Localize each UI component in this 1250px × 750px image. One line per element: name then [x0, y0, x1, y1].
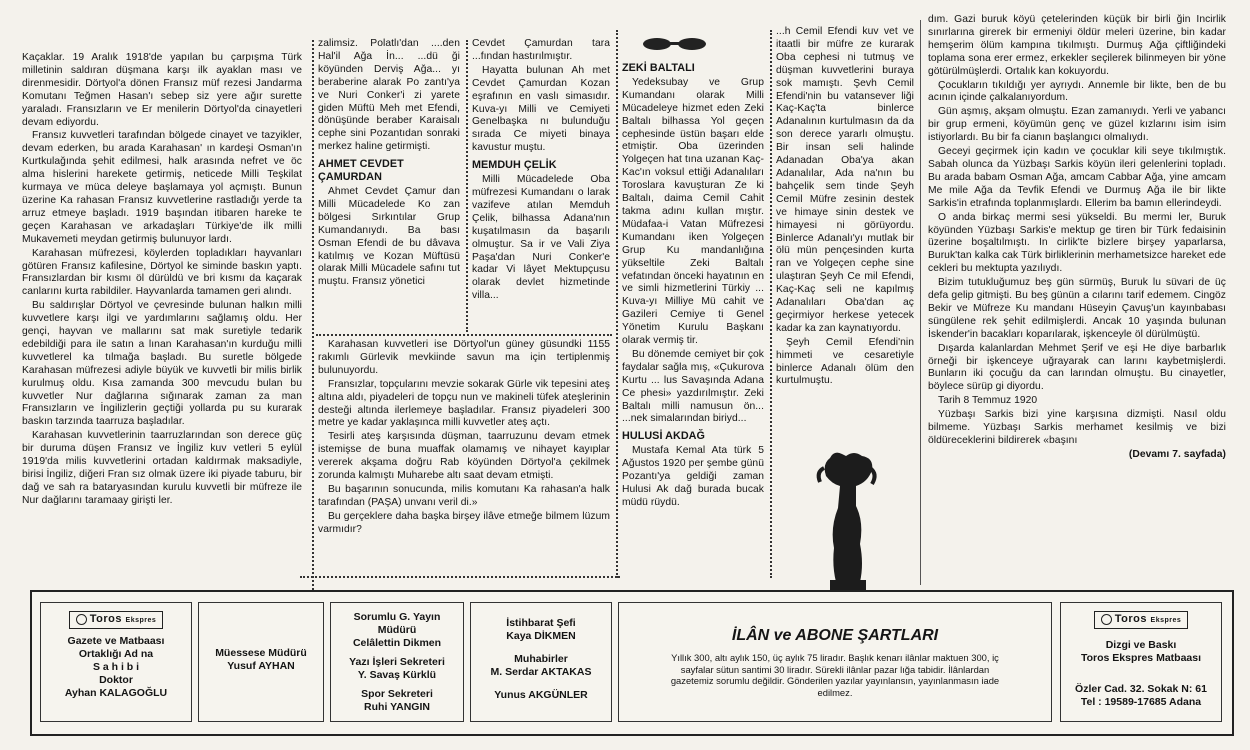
column-rule [920, 20, 921, 585]
director-title: Müessese Müdürü [215, 647, 307, 659]
publisher-name: Ayhan KALAGOĞLU [64, 687, 168, 699]
article-column-5 [776, 26, 914, 446]
masthead-footer [30, 590, 1234, 736]
toros-logo: Toros Ekspres [1094, 611, 1189, 629]
article-paragraph: Karahasan müfrezesi, köylerden topladıkları hayvanları götüren Fransız kafilesine, Dörtyol ke siminde baskın yaptı. Fransızlardan bir kısmı öl dürüldü ve bri kısmı da kaçarak canlarını kurta rabildiler. Hayvanlarda tamamen geri alındı. [22, 247, 302, 298]
editor-title: Sorumlu G. Yayın [353, 611, 441, 623]
article-paragraph: Tarih 8 Temmuz 1920 [938, 395, 1038, 407]
publisher-line: Gazete ve Matbaası [67, 635, 165, 647]
publisher-box [40, 602, 192, 722]
column-divider [466, 40, 468, 332]
publisher-line: Doktor [99, 674, 133, 686]
section-heading: HULUSİ AKDAĞ [622, 430, 705, 443]
editorial-box [330, 602, 464, 722]
section-heading: ZEKİ BALTALI [622, 62, 695, 74]
article-paragraph: Fransız kuvvetleri tarafından bölgede cinayet ve tazyikler, devam ederken, bu arada Karahasan' ın kardeşi Osman'ın Kurtkulağında şehit edilmesi, halk arasında nefret ve öc alma hislerini harekete getirmiş, neticede Milli Teşkilat kurmaya ve müca deleye başlamaya yol açmıştı. Bunun üzerine Ka rahasan Fransız kuvvetlerine rastladığı yerde ta arruz etmeye başladı. 1919 başından itibaren hareke te geçen Karahasan ve arkadaşları Türkiye'de ilk milli Mukavemeti meydan getirmiş bulunuyor lardı. [22, 130, 302, 245]
article-paragraph: dım. Gazi buruk köyü çetelerinden küçük bir birli ğin İncirlik sınırlarına girerek bir ermeniyi öldür meleri üzerine, bin kadar hemşerim ölüm kampına tıkılmıştı. Durmuş Ağa çiftliğindeki toplama sona erer ermez, erkekler seçilerek bilinmeyen bir yöne götürülmüşlerdi. Ortalık kan kokuyordu. [928, 14, 1226, 77]
article-column-3 [472, 38, 610, 328]
article-paragraph: Bizim tutukluğumuz beş gün sürmüş, Buruk lu süvari de üç defa gelip gitmişti. Bu beş günün a cılarını tarif edemem. Cingöz Bekir ve Müfreze Ku mandanı Hüseyin Çavuş'un kayınbabası süngülene rek şehit edilmişlerdi. Ancak 10 yaşında bulunan İskender'in bacakları koparılarak, işkenceyle öl dürülmüştü. [928, 277, 1226, 340]
publisher-line: Ortaklığı Ad na [78, 648, 154, 660]
article-column-4 [622, 58, 764, 580]
toros-logo: Toros Ekspres [69, 611, 164, 629]
article-paragraph: Kaçaklar. 19 Aralık 1918'de yapılan bu çarpışma Türk milletinin saldıran düşmana karşı ilk ayaklan ması ve direnmesidir. Dörtyol'a dönen Fransız müf rezesi Jandarma Komutanı Teğmen Hasan'ı sebep siz yere ağır surette yaraladı. Fransızların ve Er menilerin Dörtyol'da cinayetleri devam ediyordu. [22, 52, 302, 128]
printing-line: Toros Ekspres Matbaası [1080, 652, 1202, 664]
address-line: Özler Cad. 32. Sokak N: 61 [1075, 683, 1207, 695]
ad-terms-text: Yıllık 300, altı aylık 150, üç aylık 75 liradır. Başlık kenarı ilânlar maktuen 300, iç sayfalar sütun santimi 30 liradır. Sürekli ilânlar pazar lığa tabidir. İlânlardan gazetemiz sorumlu değildir. Gönderilen yazılar yayınlansın, yayınlanmasın iade edilmez. [670, 652, 1000, 698]
continued-note: (Devamı 7. sayfada) [1128, 448, 1226, 460]
article-paragraph: Milli Mücadelede Oba müfrezesi Kumandanı o larak vazifeve atılan Memduh Çelik, bilhassa Adana'nın kuşatılmasın da başarılı olmuştur. Sa ir ve Vali Ziya Paşa'dan Nuri Conker'e kadar Vi lâyet Mektupçusu olarak devlet hizmetinde villa... [472, 174, 610, 302]
article-column-middle [318, 339, 610, 571]
editor-name: Y. Savaş Kürklü [357, 669, 437, 681]
editor-title: Müdürü [377, 624, 417, 636]
article-paragraph: Yedeksubay ve Grup Kumandanı olarak Milli Mücadeleye hizmet eden Zeki Baltalı bilhassa Yol geçen cephesinde üstün başarı elde etmiştir. Oba üzerinden Yolgeçen hat tına uzanan Kaç-Kac'ın voksul ettiği Adanalıları Toroslara kavuşturan Ze ki Baltalı, daima Cemil Cahit takma adını kullan mıştır. Müdafaa-i Vatan Müfrezesi Kumandanı iken Yolgeçen Grup Ku mandanlığına yükseltile Zeki Baltalı vefatından önceki hayatının en ve simli hizmetlerini Türkiy ... Kuva-yı Milliye Mü cahit ve Gazileri Cemiye ti Genel Yönetim Kurulu Başkanı olarak vermiş tir. [622, 76, 764, 347]
phone-line: Tel : 19589-17685 Adana [1080, 696, 1202, 708]
article-paragraph: O anda birkaç mermi sesi yükseldi. Bu mermi ler, Buruk köyünden Yüzbaşı Sarkis'e mektup ge tiren bir Türk fedaisinin üzerine boşaltılmıştı. In cirlik'te bizlere birşey yaparlarsa, Buruk'tan kalka cak Türk birliklerinin merhametsizce hareket ede cekleri bu mektupta yazılıydı. [928, 211, 1226, 275]
article-paragraph: Bu başarının sonucunda, milis komutanı Ka rahasan'a halk tarafından (PAŞA) unvanı veril di.» [318, 483, 610, 508]
editor-name: Ruhi YANGIN [364, 701, 430, 713]
article-paragraph: Çocukların tıkıldığı yer ayrıydı. Annemle bir likte, ben de bu acının içinde çalkalanıyordum. [928, 79, 1226, 104]
printing-line: Dizgi ve Baskı [1105, 639, 1177, 651]
section-divider [316, 334, 612, 336]
article-paragraph: Şeyh Cemil Efendi'nin himmeti ve cesaretiyle binlerce Adanalı ölüm den kurtulmuştu. [776, 336, 914, 387]
ad-terms-box [618, 602, 1052, 722]
editor-name: Celâlettin Dikmen [352, 637, 442, 649]
editor-title: Spor Sekreteri [361, 688, 433, 700]
article-paragraph: Karahasan kuvvetleri ise Dörtyol'un güney güsundki 1155 rakımlı Gürlevik mevkiinde savun ma için tertiplenmiş bulunuyordu. [318, 339, 610, 376]
article-paragraph: Bu dönemde cemiyet bir çok faydalar sağla mış, «Çukurova Kurtu ... lus Savaşında Adana Ce phesi» yazdırılmıştır. Zeki Baltalı milli namusun ön... ...nek simalarından biriyd... [622, 348, 764, 425]
news-name: Kaya DİKMEN [506, 630, 576, 642]
article-paragraph: zalimsiz. Polatlı'dan ....den Hal'il Ağa İn... ...dü ği köyünden Derviş Ağa... yı beraberine alarak Po zantı'ya ve Nuri Conker'i zi yarete giden Müftü Meh met Efendi, dönüşünde beraber Karaisalı cephe sini Pozantıdan sonraki merkez haline getirmişti. [318, 38, 460, 153]
printing-box [1060, 602, 1222, 722]
article-paragraph: Geceyi geçirmek için kadın ve çocuklar kili seye tıkılmıştık. Sabah olunca da Yüzbaşı Sarkis köyün ileri gelenlerini topladı. Bu arada babam Osman Ağa, amcam Cabbar Ağa, yine amcam Me mile Ağa da Tevfik Efendi ve Durmuş Ağa ile bir likte Sarkis'in etrafında toplanmışlardı. Ellerim ba bamın ellerindeydi. [928, 146, 1226, 209]
section-heading: MEMDUH ÇELİK [472, 159, 557, 172]
article-paragraph: Ahmet Cevdet Çamur dan Milli Mücadelede Ko zan bölgesi Sırkıntılar Grup Kumandanıydı. Ba bası Osman Efendi de bu dâvava katılmış ve Kozan Müftüsü olarak Milli Mücadele safını tut muştu. Fransız yönetici [318, 185, 460, 288]
news-title: İstihbarat Şefi [506, 617, 576, 629]
article-paragraph: Mustafa Kemal Ata türk 5 Ağustos 1920 per şembe günü Pozantı'ya geldiği zaman Hulusi Ak dağ burada bucak müdü rüydü. [622, 445, 764, 508]
article-paragraph: Dışarda kalanlardan Mehmet Şerif ve eşi He diye barbarlık örneği bir işkenceye uğrayarak can larını kaybetmişlerdi. Bunların iki çocuğu da can larından olmuştu. Bu cinayetler, böylece sürüp gi diyordu. [928, 342, 1226, 393]
article-paragraph: Gün aşmış, akşam olmuştu. Ezan zamanıydı. Yerli ve yabancı bir grup ermeni, köyümün genç ve güzel kızlarını isim isim istiyorlardı. Bu bir fa cianın başlangıcı olmalıydı. [928, 106, 1226, 144]
article-paragraph: Yüzbaşı Sarkis bizi yine karşısına dizmişti. Nasıl oldu bilmeme. Yüzbaşı Sarkis merhamet kesilmiş ve bizi öldüreceklerini bildirerek «başını [928, 409, 1226, 446]
news-name: M. Serdar AKTAKAS [490, 666, 592, 678]
article-paragraph: ...h Cemil Efendi kuv vet ve itaatli bir müfre ze kurarak Oba cephesi ni tutmuş ve düşman kuvvetlerini buraya sok mamıştı. Şevh Cemil Efendi'nin bu vatansever liği Kaç-Kaç'ta binlerce Adanalının kurtulmasın da da son derece yararlı olmuştu. Bir insan seli halinde Adanadan Oba'ya akan Adanalılar, Ada na'nın bu bahçelik sem tinde Şeyh Cemil Müfre zesinin destek ve himaye sinin destek ve himayesi ni görüyordu. Binlerce Adanalı'yı mutlak bir ölü mün pençesinden kurta ran ve Yolgeçen cephe sine ulaştıran Şeyh Ce mil Efendi, Kaç-Kaç seli ne kapılmış Adanalıları Oba'dan aç geçirmiyor herkese yetecek kadar ka zan kaynatıyordu. [776, 26, 914, 334]
article-paragraph: Bu gerçeklere daha başka birşey ilâve etmeğe bilmem lüzum varmıdır? [318, 510, 610, 535]
ad-terms-title: İLÂN ve ABONE ŞARTLARI [731, 627, 939, 644]
director-name: Yusuf AYHAN [227, 660, 295, 672]
glasses-icon [640, 36, 710, 52]
article-paragraph: Tesirli ateş karşısında düşman, taarruzunu devam etmek istemişse de buna muaffak olamamış ve nihayet kayıplar vererek akşama doğru Rab köyünden Dörtyol'a çekilmek zorunda kalmıştı Muharebe altı saat devam etmişti. [318, 431, 610, 482]
news-title: Muhabirler [514, 653, 568, 665]
news-box [470, 602, 612, 722]
article-column-2 [318, 38, 460, 328]
column-divider [312, 40, 314, 590]
column-divider [770, 30, 772, 578]
publisher-line: S a h i b i [92, 661, 140, 673]
article-paragraph: Cevdet Çamurdan tara ...fından hastırılmıştır. [472, 38, 610, 62]
article-paragraph: Bu saldırışlar Dörtyol ve çevresinde bulunan halkın milli kuvvetlere karşı ilgi ve yardımlarını sağlamış oldu. Her gençi, hayvan ve mallarını sat mak suretiyle tedarik edebildiği para ile satın a lınan Karahasan'ın kurduğu milli kuvvetlerel ka tılmağa başladı. Bu suretle bölgede Karahasan müfrezesi adiyle büyük ve kuvvetli bir milis birlik kurulmuş oldu. Kısa zamanda 300 mevcudu bulan bu kuvvetler Nur dağlarına sığınarak zaman za man Fransızların ve İngilizlerin geçtiği yollarda pu su kurarak baskın tarzında taarruza başladılar. [22, 300, 302, 428]
article-paragraph: Hayatta bulunan Ah met Cevdet Çamurdan Kozan eşrafının en vaslı simasıdır. Kuva-yı Milli ve Cemiyeti Genelbaşka nı bulunduğu sırada Ce miyeti binaya kavustur muştu. [472, 64, 610, 154]
director-box [198, 602, 324, 722]
statue-illustration [812, 448, 882, 598]
article-paragraph: Karahasan kuvvetlerinin taarruzlarından son derece güç bir duruma düşen Fransız ve İngiliz kuv vetleri 5 eylül 1919'da milis kuvvetlerini ortadan kaldırmak maksadiyle, birisi İngiliz, diğeri Fran sız olmak üzere iki piyade taburu, bir dağ ve sah ra bataryasından kurulu kuvvetli bir müfreze ile Nur dağlarını taramaay girişti ler. [22, 430, 302, 506]
editor-title: Yazı İşleri Sekreteri [349, 656, 445, 668]
section-divider [300, 576, 620, 578]
section-heading: AHMET CEVDET ÇAMURDAN [318, 158, 404, 184]
news-name: Yunus AKGÜNLER [494, 689, 588, 701]
article-column-1 [22, 52, 302, 592]
article-column-6 [928, 14, 1226, 584]
article-paragraph: Fransızlar, topçularını mevzie sokarak Gürle vik tepesini ateş altına aldı, piyadeleri de topçu nun ve makineli tüfek ateşlerinin desteği altında ilerlemeye başladılar. Fransız piyadeleri 300 metre ye kadar yaklaşınca milli kuvvetler ateş açtı. [318, 378, 610, 429]
column-divider [616, 30, 618, 578]
